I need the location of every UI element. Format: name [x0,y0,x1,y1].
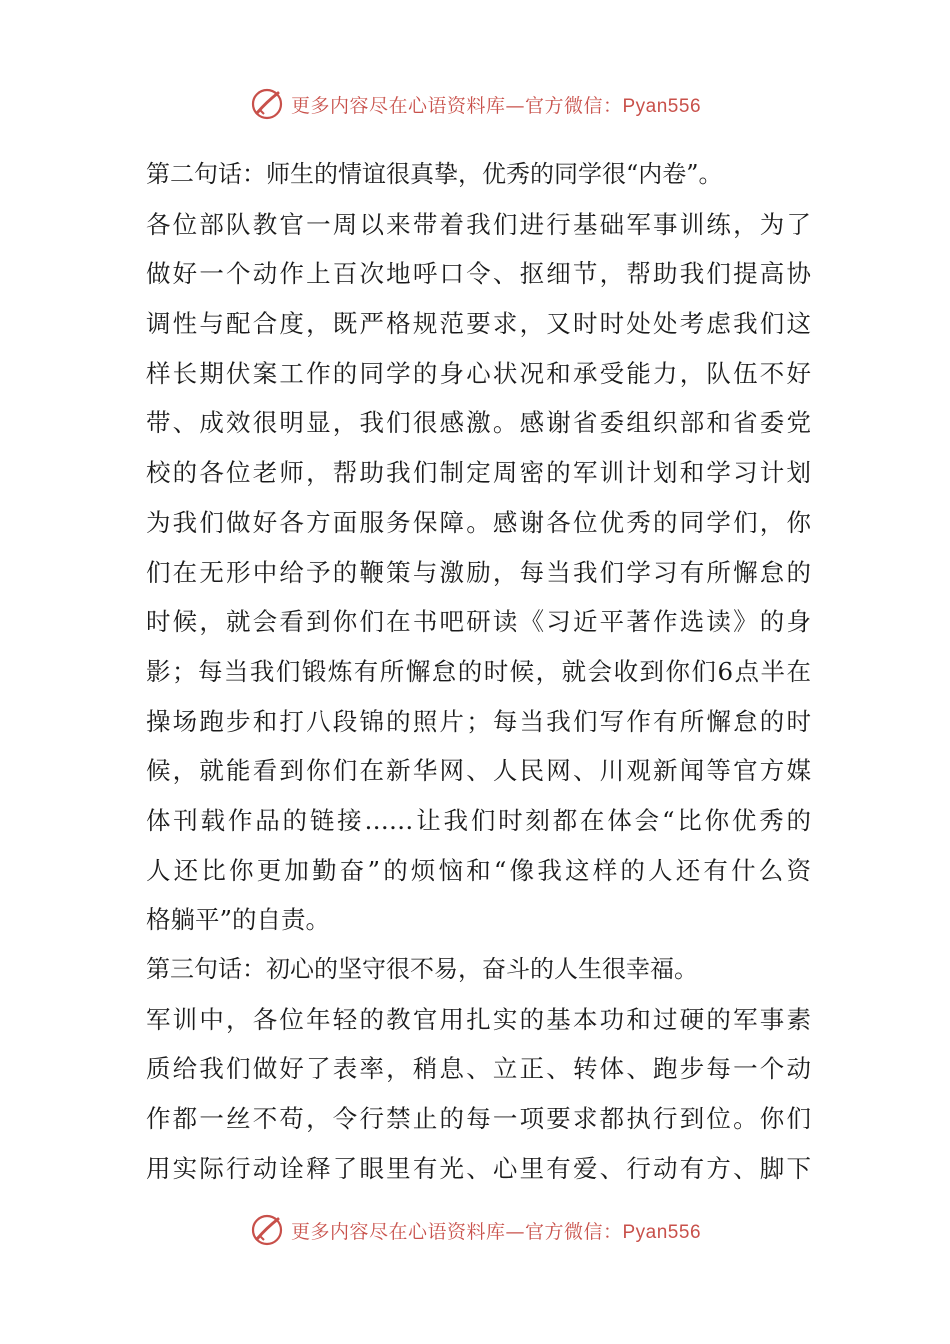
text-line: 操场跑步和打八段锦的照片；每当我们写作有所懈怠的时 [146,706,811,736]
footer-banner [0,1210,950,1250]
text-line: 作都一丝不苟，令行禁止的每一项要求都执行到位。你们 [146,1104,811,1134]
document-body [146,150,811,1193]
text-line: 为我们做好各方面服务保障。感谢各位优秀的同学们，你 [146,507,811,537]
banner-wechat-id: Pyan556 [622,1221,702,1243]
text-line: 调性与配合度，既严格规范要求，又时时处处考虑我们这 [146,309,811,339]
text-line: 用实际行动诠释了眼里有光、心里有爱、行动有方、脚下 [146,1153,811,1183]
banner-label: 更多内容尽在心语资料库—官方微信： [290,94,623,117]
pen-logo-icon [249,86,285,122]
text-line: 格躺平”的自责。 [146,905,331,935]
text-line: 带、成效很明显，我们很感激。感谢省委组织部和省委党 [146,408,811,438]
text-line: 军训中，各位年轻的教官用扎实的基本功和过硬的军事素 [146,1004,811,1034]
text-line: 影；每当我们锻炼有所懈怠的时候，就会收到你们6点半在 [146,656,811,686]
text-line: 体刊载作品的链接……让我们时刻都在体会“比你优秀的 [146,805,811,835]
text-line: 候，就能看到你们在新华网、人民网、川观新闻等官方媒 [146,756,811,786]
text-line: 各位部队教官一周以来带着我们进行基础军事训练，为了 [146,209,811,239]
section-heading: 第二句话：师生的情谊很真挚，优秀的同学很“内卷”。 [146,160,723,188]
pen-logo-icon [249,1212,285,1248]
text-line: 人还比你更加勤奋”的烦恼和“像我这样的人还有什么资 [146,855,811,885]
text-line: 质给我们做好了表率，稍息、立正、转体、跑步每一个动 [146,1054,811,1084]
banner-text [291,1217,701,1244]
section-heading: 第三句话：初心的坚守很不易，奋斗的人生很幸福。 [146,955,698,983]
text-line: 们在无形中给予的鞭策与激励，每当我们学习有所懈怠的 [146,557,811,587]
text-line: 做好一个动作上百次地呼口令、抠细节，帮助我们提高协 [146,259,811,289]
banner-text [291,91,701,118]
banner-label: 更多内容尽在心语资料库—官方微信： [290,1220,623,1243]
text-line: 样长期伏案工作的同学的身心状况和承受能力，队伍不好 [146,358,811,388]
banner-wechat-id: Pyan556 [622,95,702,117]
text-line: 时候，就会看到你们在书吧研读《习近平著作选读》的身 [146,607,811,637]
header-banner [0,84,950,124]
text-line: 校的各位老师，帮助我们制定周密的军训计划和学习计划 [146,458,811,488]
